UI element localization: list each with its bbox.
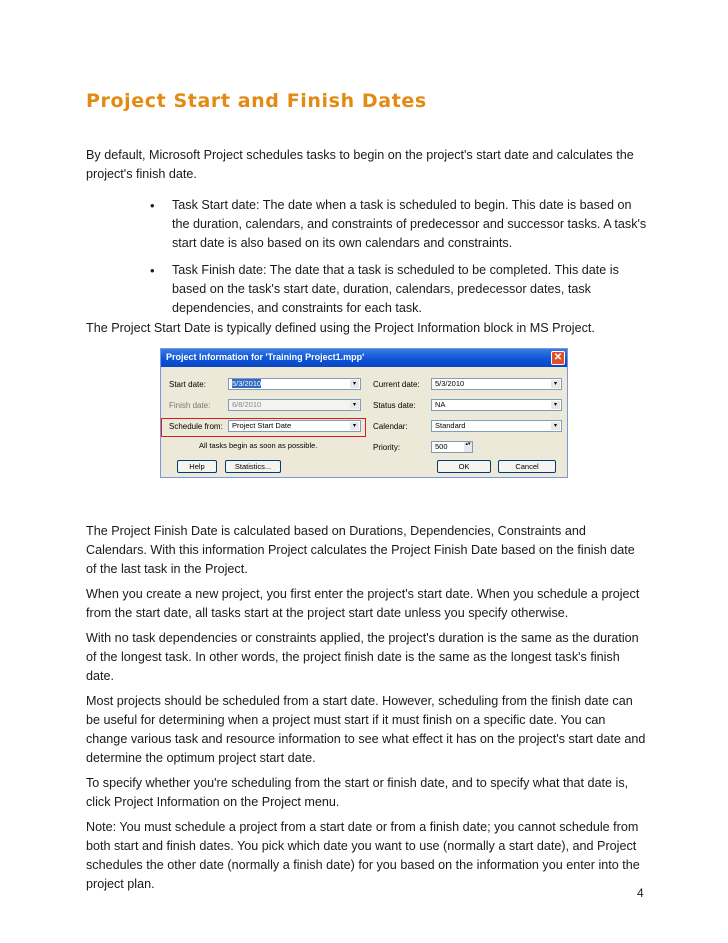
priority-label: Priority: xyxy=(373,443,401,452)
schedule-note: All tasks begin as soon as possible. xyxy=(199,441,318,450)
close-icon[interactable]: ✕ xyxy=(551,351,565,365)
priority-stepper[interactable]: 500 ▴▾ xyxy=(431,441,473,453)
page-title: Project Start and Finish Dates xyxy=(86,90,427,112)
chevron-down-icon[interactable]: ▾ xyxy=(350,380,359,388)
start-date-label: Start date: xyxy=(169,380,206,389)
status-date-label: Status date: xyxy=(373,401,416,410)
status-date-field[interactable]: NA ▾ xyxy=(431,399,562,411)
dialog-titlebar xyxy=(161,349,567,367)
chevron-down-icon[interactable]: ▾ xyxy=(551,401,560,409)
cancel-button[interactable]: Cancel xyxy=(498,460,556,473)
chevron-down-icon: ▾ xyxy=(350,401,359,409)
bullet-text: Task Finish date: The date that a task is scheduled to be completed. This date is based on the task's start date, duration, calendars, predecessor dates, task dependencies, and constraints for each task. xyxy=(172,263,619,315)
bullet-marker: • xyxy=(150,263,155,278)
no-dependencies-paragraph: With no task dependencies or constraints applied, the project's duration is the same as the duration of the longest task. In other words, the project finish date is the same as the longest task's finish date. xyxy=(86,631,639,683)
finish-date-label: Finish date: xyxy=(169,401,211,410)
help-button[interactable]: Help xyxy=(177,460,217,473)
start-date-field[interactable]: 5/3/2010 ▾ xyxy=(228,378,361,390)
bullet-marker: • xyxy=(150,198,155,213)
spinner-arrows-icon[interactable]: ▴▾ xyxy=(464,442,472,452)
current-date-label: Current date: xyxy=(373,380,420,389)
current-date-field[interactable]: 5/3/2010 ▾ xyxy=(431,378,562,390)
statistics-button[interactable]: Statistics... xyxy=(225,460,281,473)
calendar-select[interactable]: Standard ▾ xyxy=(431,420,562,432)
finish-date-field: 6/8/2010 ▾ xyxy=(228,399,361,411)
new-project-paragraph: When you create a new project, you first enter the project's start date. When you schedule a project from the start date, all tasks start at the project start date unless you specify otherwise. xyxy=(86,587,640,620)
page-number: 4 xyxy=(637,886,644,900)
specify-paragraph: To specify whether you're scheduling from the start or finish date, and to specify what that date is, click Project Information on the Project menu. xyxy=(86,776,629,809)
schedule-from-select[interactable]: Project Start Date ▾ xyxy=(228,420,361,432)
chevron-down-icon[interactable]: ▾ xyxy=(551,380,560,388)
intro-paragraph: By default, Microsoft Project schedules tasks to begin on the project's start date and calculates the project's finish date. xyxy=(86,148,634,181)
chevron-down-icon[interactable]: ▾ xyxy=(551,422,560,430)
calendar-label: Calendar: xyxy=(373,422,408,431)
ok-button[interactable]: OK xyxy=(437,460,491,473)
chevron-down-icon[interactable]: ▾ xyxy=(350,422,359,430)
finish-date-paragraph: The Project Finish Date is calculated based on Durations, Dependencies, Constraints and Calendars. With this information Project calculates the Project Finish Date based on the finish date of the last task in the Project. xyxy=(86,524,635,576)
dialog-title: Project Information for 'Training Project1.mpp' xyxy=(166,352,365,362)
bullet-text: Task Start date: The date when a task is scheduled to begin. This date is based on the duration, calendars, and constraints of predecessor and successor tasks. A task's start date is also based on its own calendars and constraints. xyxy=(172,198,647,250)
note-paragraph: Note: You must schedule a project from a start date or from a finish date; you cannot schedule from both start and finish dates. You pick which date you want to use (normally a start date), and Project schedules the other date (normally a finish date) for you based on the information you enter into the project plan. xyxy=(86,820,640,891)
schedule-from-label: Schedule from: xyxy=(169,422,223,431)
scheduling-paragraph: Most projects should be scheduled from a start date. However, scheduling from the finish date can be useful for determining when a project must start if it must finish on a specific date. You can change various task and resource information to see what effect it has on the project's start date and determine the optimum project start date. xyxy=(86,694,646,765)
lead-in-paragraph: The Project Start Date is typically defined using the Project Information block in MS Project. xyxy=(86,321,595,335)
project-information-dialog xyxy=(160,348,568,478)
